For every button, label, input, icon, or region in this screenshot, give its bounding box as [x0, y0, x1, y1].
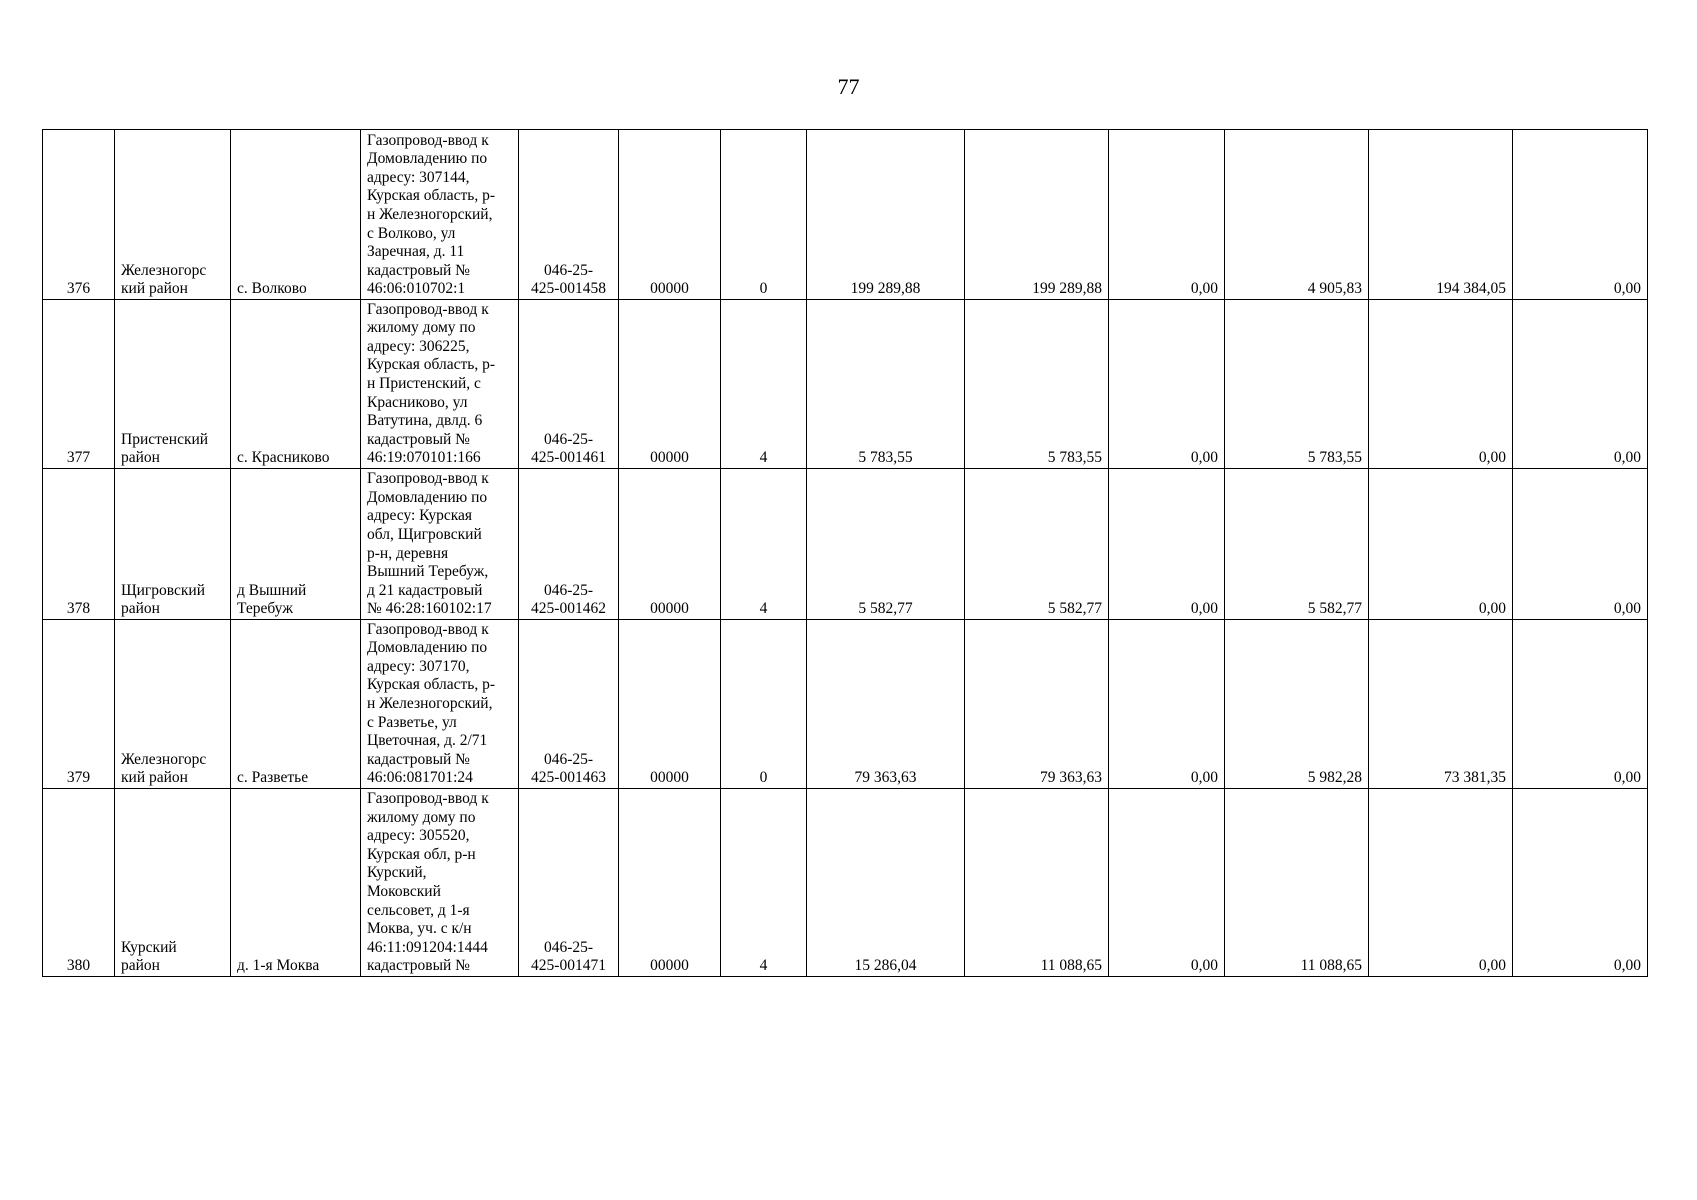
- locality-cell: с. Волково: [231, 130, 361, 300]
- object-description-cell: Газопровод-ввод к жилому дому по адресу: 306225, Курская область, р- н Пристенский, с Красниково, ул Ватутина, двлд. 6 кадастровый № 46:19:070101:166: [361, 300, 519, 469]
- district-cell: Щигровский район: [115, 469, 231, 620]
- amount-cell: 0,00: [1513, 789, 1648, 977]
- table-row: [43, 620, 1648, 789]
- amount-cell: 11 088,65: [1225, 789, 1369, 977]
- district-cell: Железногорс кий район: [115, 620, 231, 789]
- locality-cell: д Вышний Теребуж: [231, 469, 361, 620]
- group-cell: 0: [721, 130, 807, 300]
- code-cell: 00000: [619, 300, 721, 469]
- table-row: [43, 300, 1648, 469]
- amount-cell: 0,00: [1109, 789, 1225, 977]
- row-number-cell: 377: [43, 300, 115, 469]
- amount-cell: 0,00: [1109, 130, 1225, 300]
- amount-cell: 0,00: [1369, 300, 1513, 469]
- inventory-number-cell: 046-25- 425-001461: [519, 300, 619, 469]
- row-number-cell: 379: [43, 620, 115, 789]
- row-number-cell: 378: [43, 469, 115, 620]
- code-cell: 00000: [619, 789, 721, 977]
- code-cell: 00000: [619, 130, 721, 300]
- page-number: 77: [837, 74, 860, 99]
- amount-cell: 0,00: [1513, 130, 1648, 300]
- amount-cell: 5 783,55: [807, 300, 965, 469]
- amount-cell: 11 088,65: [965, 789, 1109, 977]
- district-cell: Курский район: [115, 789, 231, 977]
- amount-cell: 0,00: [1369, 789, 1513, 977]
- locality-cell: с. Красниково: [231, 300, 361, 469]
- district-cell: Пристенский район: [115, 300, 231, 469]
- group-cell: 4: [721, 469, 807, 620]
- object-description-cell: Газопровод-ввод к Домовладению по адресу: 307144, Курская область, р- н Железногорский, с Волково, ул Заречная, д. 11 кадастровый № 46:06:010702:1: [361, 130, 519, 300]
- table-row: [43, 130, 1648, 300]
- amount-cell: 0,00: [1369, 469, 1513, 620]
- amount-cell: 199 289,88: [807, 130, 965, 300]
- amount-cell: 5 783,55: [965, 300, 1109, 469]
- amount-cell: 0,00: [1513, 300, 1648, 469]
- amount-cell: 0,00: [1109, 620, 1225, 789]
- amount-cell: 79 363,63: [965, 620, 1109, 789]
- table-row: [43, 789, 1648, 977]
- amount-cell: 5 582,77: [807, 469, 965, 620]
- row-number-cell: 380: [43, 789, 115, 977]
- inventory-number-cell: 046-25- 425-001471: [519, 789, 619, 977]
- group-cell: 4: [721, 300, 807, 469]
- amount-cell: 15 286,04: [807, 789, 965, 977]
- amount-cell: 0,00: [1513, 469, 1648, 620]
- inventory-number-cell: 046-25- 425-001462: [519, 469, 619, 620]
- table-row: [43, 469, 1648, 620]
- code-cell: 00000: [619, 469, 721, 620]
- amount-cell: 199 289,88: [965, 130, 1109, 300]
- locality-cell: д. 1-я Моква: [231, 789, 361, 977]
- amount-cell: 194 384,05: [1369, 130, 1513, 300]
- amount-cell: 73 381,35: [1369, 620, 1513, 789]
- locality-cell: с. Разветье: [231, 620, 361, 789]
- group-cell: 4: [721, 789, 807, 977]
- amount-cell: 5 783,55: [1225, 300, 1369, 469]
- amount-cell: 79 363,63: [807, 620, 965, 789]
- amount-cell: 4 905,83: [1225, 130, 1369, 300]
- inventory-number-cell: 046-25- 425-001463: [519, 620, 619, 789]
- amount-cell: 5 582,77: [1225, 469, 1369, 620]
- object-description-cell: Газопровод-ввод к жилому дому по адресу: 305520, Курская обл, р-н Курский, Моковский сельсовет, д 1-я Моква, уч. с к/н 46:11:091204:1444 кадастровый №: [361, 789, 519, 977]
- amount-cell: 5 982,28: [1225, 620, 1369, 789]
- asset-registry-table: [42, 129, 1648, 977]
- district-cell: Железногорс кий район: [115, 130, 231, 300]
- inventory-number-cell: 046-25- 425-001458: [519, 130, 619, 300]
- amount-cell: 0,00: [1109, 300, 1225, 469]
- amount-cell: 0,00: [1109, 469, 1225, 620]
- code-cell: 00000: [619, 620, 721, 789]
- row-number-cell: 376: [43, 130, 115, 300]
- amount-cell: 0,00: [1513, 620, 1648, 789]
- object-description-cell: Газопровод-ввод к Домовладению по адресу: Курская обл, Щигровский р-н, деревня Вышний Теребуж, д 21 кадастровый № 46:28:160102:17: [361, 469, 519, 620]
- group-cell: 0: [721, 620, 807, 789]
- amount-cell: 5 582,77: [965, 469, 1109, 620]
- object-description-cell: Газопровод-ввод к Домовладению по адресу: 307170, Курская область, р- н Железногорский, с Разветье, ул Цветочная, д. 2/71 кадастровый № 46:06:081701:24: [361, 620, 519, 789]
